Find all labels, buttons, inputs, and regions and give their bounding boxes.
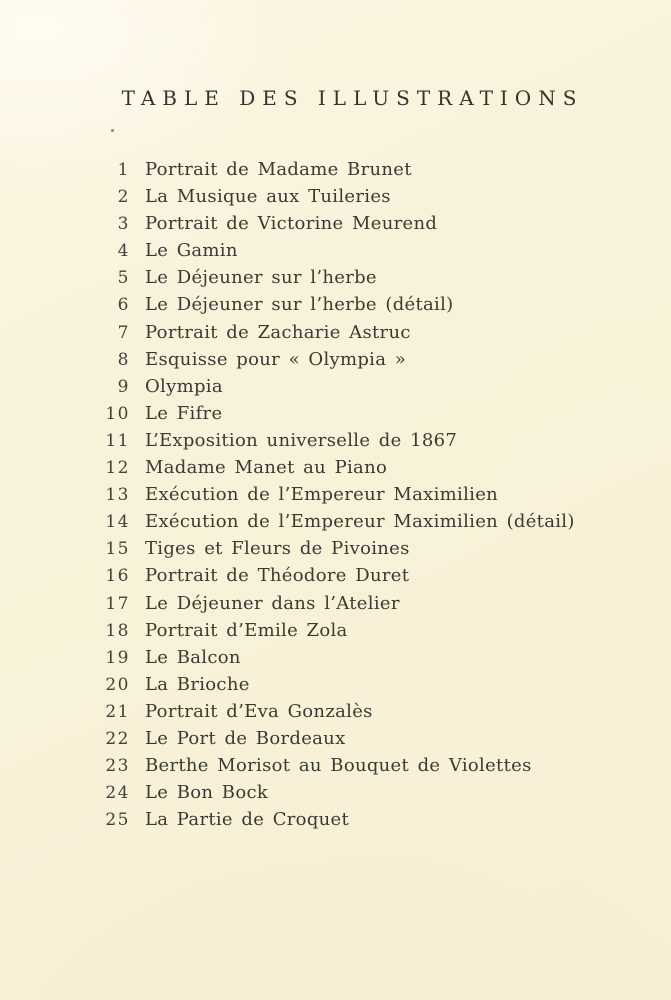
item-number: 21 [105, 701, 130, 722]
list-item [0, 698, 575, 725]
item-number: 1 [117, 160, 130, 180]
list-item [0, 400, 575, 427]
item-title: Berthe Morisot au Bouquet de Violettes [145, 755, 532, 777]
item-number: 23 [105, 756, 130, 777]
item-title: Le Déjeuner sur l’herbe [145, 267, 377, 289]
item-title: Tiges et Fleurs de Pivoines [145, 538, 410, 560]
item-title: Portrait d’Eva Gonzalès [145, 700, 373, 722]
list-item [0, 237, 575, 264]
item-number: 2 [117, 187, 130, 208]
item-number: 17 [105, 593, 130, 614]
item-number: 6 [117, 295, 130, 316]
item-title: Le Déjeuner dans l’Atelier [145, 592, 400, 614]
list-item [0, 481, 575, 508]
item-number: 11 [105, 430, 130, 451]
list-item [0, 752, 575, 779]
list-item [0, 346, 575, 373]
item-number: 25 [105, 810, 130, 831]
item-title: Le Déjeuner sur l’herbe (détail) [145, 294, 454, 316]
list-item [0, 617, 575, 644]
item-title: Exécution de l’Empereur Maximilien [145, 484, 499, 506]
list-item [0, 508, 575, 535]
list-item [0, 644, 575, 671]
item-title: Le Gamin [145, 240, 238, 262]
item-title: Le Balcon [145, 646, 241, 668]
list-item [0, 373, 575, 400]
item-number: 20 [105, 674, 130, 695]
list-item [0, 454, 575, 481]
list-item [0, 264, 575, 291]
item-number: 9 [117, 376, 130, 397]
item-title: Portrait de Théodore Duret [145, 565, 410, 587]
item-number: 7 [117, 322, 130, 343]
list-item [0, 806, 575, 833]
item-title: Portrait de Madame Brunet [145, 159, 412, 180]
ink-speck [111, 129, 114, 132]
list-item [0, 319, 575, 346]
item-number: 19 [105, 647, 130, 668]
item-number: 8 [117, 349, 130, 370]
list-item [0, 671, 575, 698]
item-title: Le Port de Bordeaux [145, 727, 346, 749]
item-number: 16 [105, 566, 130, 587]
item-title: Portrait de Victorine Meurend [145, 213, 438, 235]
list-item [0, 291, 575, 318]
item-title: Portrait de Zacharie Astruc [145, 321, 411, 343]
item-title: La Brioche [145, 673, 250, 695]
list-item [0, 156, 575, 183]
item-title: La Partie de Croquet [145, 809, 350, 831]
item-number: 13 [105, 485, 130, 506]
item-number: 4 [117, 241, 130, 262]
item-number: 18 [105, 620, 130, 641]
list-item [0, 779, 575, 806]
list-item [0, 535, 575, 562]
page-title: TABLE DES ILLUSTRATIONS [121, 86, 584, 110]
list-item [0, 590, 575, 617]
item-number: 3 [117, 214, 130, 235]
item-title: Portrait d’Emile Zola [145, 619, 348, 641]
item-title: Exécution de l’Empereur Maximilien (détail) [145, 511, 575, 533]
list-item [0, 183, 575, 210]
item-number: 5 [117, 268, 130, 289]
item-title: Olympia [145, 375, 223, 397]
item-number: 10 [105, 403, 130, 424]
item-title: La Musique aux Tuileries [145, 186, 391, 208]
item-number: 24 [105, 783, 130, 804]
illustration-list [0, 156, 575, 833]
list-item [0, 562, 575, 589]
item-number: 14 [105, 512, 130, 533]
item-title: L’Exposition universelle de 1867 [145, 429, 458, 451]
item-title: Madame Manet au Piano [145, 457, 388, 479]
item-title: Le Bon Bock [145, 782, 269, 804]
item-title: Esquisse pour « Olympia » [145, 348, 407, 370]
item-number: 22 [105, 728, 130, 749]
list-item [0, 210, 575, 237]
item-title: Le Fifre [145, 402, 223, 424]
item-number: 12 [105, 458, 130, 479]
list-item [0, 725, 575, 752]
item-number: 15 [105, 539, 130, 560]
list-item [0, 427, 575, 454]
